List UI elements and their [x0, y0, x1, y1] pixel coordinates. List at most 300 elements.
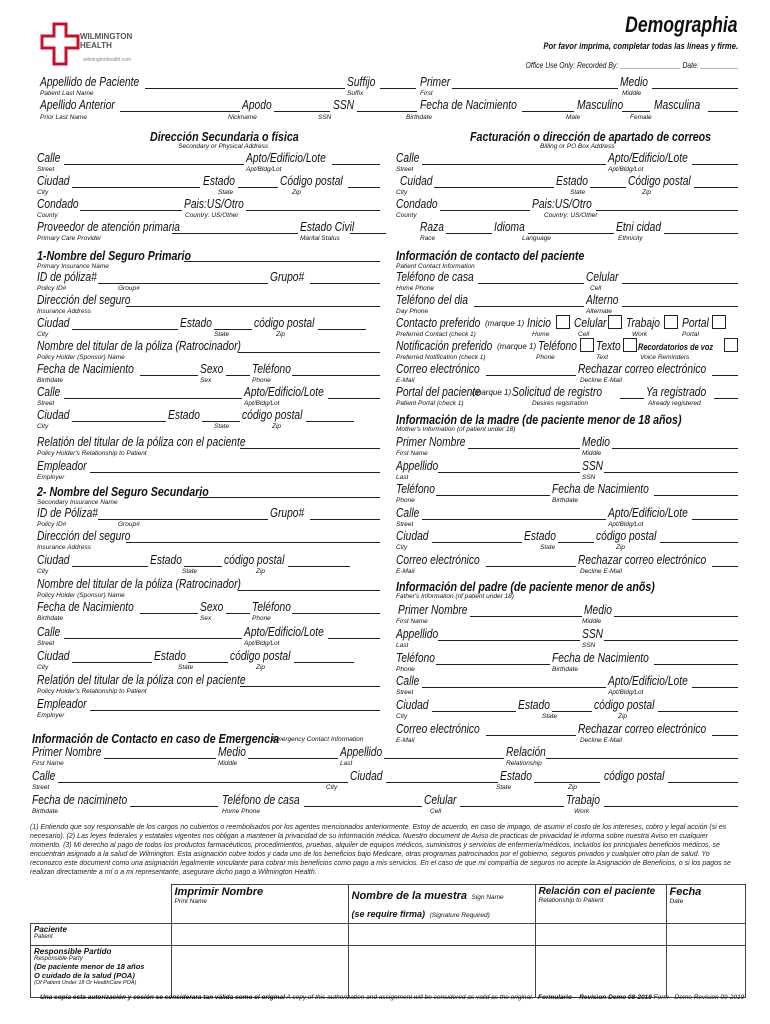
- label-em-primer: Primer Nombre: [32, 745, 102, 759]
- checkbox-inicio[interactable]: [556, 315, 570, 329]
- label-masculino: Masculino: [577, 98, 624, 112]
- field-correo[interactable]: [486, 375, 576, 376]
- label-em-codigo: código postal: [604, 769, 665, 783]
- label-mother-rechazar: Rechazar correo electrónico: [578, 553, 707, 567]
- sub-male: Male: [566, 114, 581, 121]
- sub-ins1-address: Insurance Address: [37, 308, 91, 315]
- label-codigo: Código postal: [280, 174, 343, 188]
- label-poa: O cuidado de la salud (POA): [34, 971, 135, 980]
- sub-city: City: [37, 189, 49, 196]
- label-texto: Texto: [596, 339, 621, 353]
- label-menor: (De paciente menor de 18 años: [34, 962, 145, 971]
- sub-marital: Marital Status: [300, 235, 340, 242]
- field-ins1-estado2[interactable]: [202, 421, 240, 422]
- field-masculino[interactable]: [622, 111, 650, 112]
- sub-bill-county: County: [396, 212, 417, 219]
- label-ins1-sexo: Sexo: [200, 362, 224, 376]
- field-fecha-nac[interactable]: [522, 111, 574, 112]
- label-ins2-ciudad: Ciudad: [37, 553, 70, 567]
- sub-notif-text: Text: [596, 354, 609, 361]
- sub-day: Day Phone: [396, 308, 429, 315]
- label-father-medio: Medio: [584, 603, 612, 617]
- sub-father-last: Last: [396, 642, 409, 649]
- field-em-relacion[interactable]: [546, 758, 738, 759]
- label-rechazar: Rechazar correo electrónico: [578, 362, 707, 376]
- sub-pref-work: Work: [632, 331, 648, 338]
- field-ins1-calle[interactable]: [64, 398, 242, 399]
- label-apodo: Apodo: [242, 98, 272, 112]
- sub-father-decline: Decline E-Mail: [580, 737, 622, 744]
- sub-father-apt: Apt/Bldg/Lot: [608, 689, 644, 696]
- label-mother-telefono: Teléfono: [396, 482, 435, 496]
- field-solicitud[interactable]: [620, 398, 644, 399]
- field-ins1-direccion[interactable]: [126, 306, 380, 307]
- label-notif-tel: Teléfono: [538, 339, 577, 353]
- page-title: Demographia: [625, 12, 738, 37]
- sub-ins1-state2: State: [214, 423, 230, 430]
- field-mother-ssn[interactable]: [604, 472, 738, 473]
- label-ins1-direccion: Dirección del seguro: [37, 293, 131, 307]
- sub-mother-city: City: [396, 544, 408, 551]
- sub-bill-zip: Zip: [642, 189, 652, 196]
- label-bill-codigo: Código postal: [628, 174, 691, 188]
- label-ins2-grupo: Grupo#: [270, 506, 305, 520]
- sub-ins2-state: State: [182, 568, 198, 575]
- field-bill-calle[interactable]: [422, 164, 606, 165]
- label-ins2-empleador: Empleador: [37, 697, 87, 711]
- sub-mother-phone: Phone: [396, 497, 415, 504]
- sub-ins2: Secondary Insurance Name: [37, 499, 118, 506]
- checkbox-celular[interactable]: [608, 315, 622, 329]
- sub-emergency: Emergency Contact Information: [272, 736, 364, 743]
- label-sig-fecha: Fecha: [669, 886, 702, 898]
- field-father-ciudad[interactable]: [432, 711, 516, 712]
- sub-ins1-city: City: [37, 331, 49, 338]
- label-em-trabajo: Trabajo: [566, 793, 601, 807]
- label-ins2-fecha: Fecha de Nacimiento: [37, 600, 134, 614]
- sub-notif-voice: Voice Reminders: [640, 354, 690, 361]
- footer-left: [40, 995, 533, 1002]
- field-bill-ciudad[interactable]: [434, 187, 554, 188]
- field-em-codigo[interactable]: [668, 782, 738, 783]
- field-mother-apto[interactable]: [692, 519, 738, 520]
- cell-fecha: [666, 885, 745, 924]
- field-tel-dia[interactable]: [474, 306, 584, 307]
- field-em-primer[interactable]: [104, 758, 216, 759]
- label-em-tel-casa: Teléfono de casa: [222, 793, 300, 807]
- field-medio[interactable]: [652, 88, 738, 89]
- label-em-estado: Estado: [500, 769, 532, 783]
- sub-ins2-city: City: [37, 568, 49, 575]
- field-father-appellido[interactable]: [438, 640, 580, 641]
- field-father-primer[interactable]: [470, 616, 582, 617]
- heading-emergency: Información de Contacto en caso de Emergencia: [32, 731, 280, 746]
- sub-mother-email: E-Mail: [396, 568, 415, 575]
- field-ins2-grupo[interactable]: [310, 519, 380, 520]
- field-father-calle[interactable]: [422, 687, 606, 688]
- field-apellido[interactable]: [145, 88, 345, 89]
- checkbox-voz[interactable]: [724, 338, 738, 352]
- sub-ins2-state2: State: [178, 664, 194, 671]
- field-ins1-codigo2[interactable]: [306, 421, 354, 422]
- label-cel: Celular: [574, 316, 607, 330]
- office-use: Office Use Only: Recorded By: ________________ Date: __________: [525, 61, 738, 70]
- sub-print: Print Name: [174, 898, 208, 905]
- label-mother-correo: Correo electrónico: [396, 553, 480, 567]
- label-ins1-estado2: Estado: [168, 408, 200, 422]
- field-ins2-apto[interactable]: [328, 638, 380, 639]
- label-bill-calle: Calle: [396, 151, 420, 165]
- field-calle[interactable]: [64, 164, 244, 165]
- sub-language: Language: [522, 235, 551, 242]
- field-em-estado[interactable]: [534, 782, 600, 783]
- field-father-correo[interactable]: [486, 735, 576, 736]
- field-ssn[interactable]: [357, 111, 417, 112]
- field-estado-civil[interactable]: [350, 233, 386, 234]
- sub-em-home: Home Phone: [222, 808, 260, 815]
- field-ins2-name[interactable]: [198, 497, 380, 498]
- checkbox-trabajo[interactable]: [664, 315, 678, 329]
- cell-relacion: [535, 885, 666, 924]
- label-father-apto: Apto/Edificio/Lote: [608, 674, 688, 688]
- field-print-patient[interactable]: [171, 924, 348, 946]
- sub-bill-street: Street: [396, 166, 414, 173]
- field-tel-casa[interactable]: [478, 283, 584, 284]
- field-codigo[interactable]: [348, 187, 380, 188]
- sub-em-work: Work: [574, 808, 590, 815]
- label-father-rechazar: Rechazar correo electrónico: [578, 722, 707, 736]
- field-ins2-ciudad[interactable]: [72, 566, 148, 567]
- field-date-patient[interactable]: [666, 924, 745, 946]
- label-solicitud: Solicitud de registro: [512, 385, 603, 399]
- field-em-ciudad[interactable]: [386, 782, 498, 783]
- field-rel-resp[interactable]: [535, 946, 666, 998]
- label-sufijo: Suffijo: [347, 75, 376, 89]
- label-father-correo: Correo electrónico: [396, 722, 480, 736]
- label-marque2: (marque 1): [497, 342, 537, 351]
- field-mother-primer[interactable]: [468, 448, 580, 449]
- field-ins1-ciudad[interactable]: [72, 329, 178, 330]
- field-mother-ciudad[interactable]: [432, 542, 522, 543]
- footer-right: [538, 995, 744, 1002]
- field-em-trabajo[interactable]: [604, 806, 738, 807]
- sub-father-first: First Name: [396, 618, 428, 625]
- label-calle: Calle: [37, 151, 61, 165]
- sub-resp-party: Responsible Party: [34, 956, 83, 962]
- field-ciudad[interactable]: [72, 187, 200, 188]
- field-mother-medio[interactable]: [612, 448, 738, 449]
- field-father-medio[interactable]: [614, 616, 738, 617]
- sub-sig-date: Date: [669, 898, 684, 905]
- field-ins2-calle[interactable]: [64, 638, 242, 639]
- heading-addr-bill: Facturación o dirección de apartado de correos: [470, 129, 712, 144]
- legal-text: (1) Entiendo que soy responsable de los cargos no cubiertos o reembolsados por los agentes mencionados anteriormente. Estoy de acuerdo, en caso de impago, de asumir el costo de los intereses, cobro y legal acción (si es necesario). (2) Las leyes federales y estatales vigentes nos obligan a mantener la privacidad de su información médica. Nuestro document de Aviso de practicas de privacidad le informa sobre nuestra Aviso en cualquier momento. (3) Mi derecho al pago de todos los productos farmacéuticos, procedimientos, pruebas, alquiler de equipos médicos, suministros y servicios de enfermería/médicos, incluidos los principales beneficios médicos, se encuentran asignado a la salud de Wilmington. Esta asignación cubre todos y cada uno de los beneficios bajo Medicare, otras programas patrocinados por el gobierno, seguros privados y cualquier otro plan de salud. Yo reconozco este document como una asignación legalmente vinculante para cobrar mis beneficios como pago a mis servicios. En el caso de que mi compañía de seguros no acepte la Asignación de Beneficios, o si los pagos se realizan directamente a mí o a mi representante, asegurare dicho pago a Wilmington Health.: [30, 824, 731, 876]
- field-ins1-ciudad2[interactable]: [72, 421, 166, 422]
- field-sign-resp[interactable]: [348, 946, 535, 998]
- sub-mother-last: Last: [396, 474, 409, 481]
- sub-suffix: Suffix: [347, 90, 364, 97]
- sub-em-street: Street: [32, 784, 50, 791]
- label-apto: Apto/Edificio/Lote: [246, 151, 326, 165]
- field-mother-rechazar[interactable]: [712, 566, 738, 567]
- label-notif: Notificación preferido: [396, 339, 493, 353]
- field-primer[interactable]: [452, 88, 618, 89]
- field-mother-fecha[interactable]: [654, 495, 738, 496]
- cell-responsable: [31, 946, 172, 998]
- label-correo: Correo electrónico: [396, 362, 480, 376]
- field-proveedor[interactable]: [172, 233, 298, 234]
- label-ins1-grupo: Grupo#: [270, 270, 305, 284]
- sub-addr-sec: Secondary or Physical Address: [178, 143, 269, 150]
- field-bill-pais[interactable]: [596, 210, 738, 211]
- field-em-calle[interactable]: [58, 782, 348, 783]
- sub-ins2-zip: Zip: [256, 568, 266, 575]
- label-tel-dia: Teléfono del dia: [396, 293, 469, 307]
- sub-ins2-street: Street: [37, 640, 55, 647]
- sub-mother-middle: Middle: [582, 450, 602, 457]
- label-ins2-sexo: Sexo: [200, 600, 224, 614]
- field-alterno[interactable]: [622, 306, 738, 307]
- field-sign-patient[interactable]: [348, 924, 535, 946]
- field-em-tel-casa[interactable]: [304, 806, 422, 807]
- field-ins1-titular[interactable]: [238, 352, 380, 353]
- sub-father-state: State: [542, 713, 558, 720]
- checkbox-telefono[interactable]: [580, 338, 594, 352]
- field-apto[interactable]: [332, 164, 380, 165]
- field-etnicidad[interactable]: [664, 233, 738, 234]
- label-mother-ssn: SSN: [582, 459, 604, 473]
- label-marque1: (marque 1): [485, 319, 525, 328]
- field-celular[interactable]: [622, 283, 738, 284]
- field-bill-apto[interactable]: [692, 164, 738, 165]
- label-mother-estado: Estado: [524, 529, 556, 543]
- field-ins2-codigo2[interactable]: [294, 662, 354, 663]
- sub-alternate: Alternate: [586, 308, 613, 315]
- label-father-appellido: Appellido: [396, 627, 439, 641]
- field-masculina[interactable]: [708, 111, 738, 112]
- sub-ins2-relationship: Policy Holder's Relationship to Patient: [37, 688, 147, 695]
- field-ins2-titular[interactable]: [238, 590, 380, 591]
- label-mother-appellido: Appellido: [396, 459, 439, 473]
- field-mother-calle[interactable]: [422, 519, 606, 520]
- sub-addr-bill: Billing or PO Box Address: [540, 143, 615, 150]
- sub-em-cell: Cell: [430, 808, 442, 815]
- field-em-celular[interactable]: [460, 806, 564, 807]
- label-primer: Primer: [420, 75, 451, 89]
- label-ins1-ciudad: Ciudad: [37, 316, 70, 330]
- field-condado[interactable]: [80, 210, 182, 211]
- logo: [40, 22, 150, 70]
- sub-ins2-zip2: Zip: [256, 664, 266, 671]
- checkbox-texto[interactable]: [623, 338, 637, 352]
- field-rel-patient[interactable]: [535, 924, 666, 946]
- field-father-ssn[interactable]: [604, 640, 738, 641]
- label-paciente: Paciente: [34, 925, 67, 934]
- field-ins1-empleador[interactable]: [90, 472, 380, 473]
- label-celular: Celular: [586, 270, 619, 284]
- field-ins1-fecha[interactable]: [140, 375, 198, 376]
- sub-father: Father's Information (of patient under 18): [396, 593, 514, 600]
- label-ins1-codigo2: código postal: [242, 408, 303, 422]
- label-ins2-apto: Apto/Edificio/Lote: [244, 625, 324, 639]
- label-mother-primer: Primer Nombre: [396, 435, 466, 449]
- label-ins2-estado2: Estado: [154, 649, 186, 663]
- sub-notif: Preferred Notification (check 1): [396, 354, 486, 361]
- field-ins2-empleador[interactable]: [90, 710, 380, 711]
- label-se-requiere: (se require firma): [351, 909, 426, 919]
- label-mother-apto: Apto/Edificio/Lote: [608, 506, 688, 520]
- label-ins2-ciudad2: Ciudad: [37, 649, 70, 663]
- field-father-fecha[interactable]: [654, 664, 738, 665]
- heading-addr-sec: Dirección Secundaria o física: [150, 129, 299, 144]
- label-ins2-relacion: Relatión del titular de la póliza con el paciente: [37, 673, 246, 687]
- field-apodo[interactable]: [274, 111, 330, 112]
- field-father-telefono[interactable]: [436, 664, 550, 665]
- sub-birthdate: Birthdate: [406, 114, 433, 121]
- checkbox-portal[interactable]: [712, 315, 726, 329]
- field-ins2-id[interactable]: [98, 519, 268, 520]
- sub-bill-city: City: [396, 189, 408, 196]
- field-ins1-codigo[interactable]: [318, 329, 366, 330]
- sub-mother-zip: Zip: [616, 544, 626, 551]
- field-apellido-anterior[interactable]: [120, 111, 240, 112]
- field-ins2-fecha[interactable]: [140, 613, 198, 614]
- sub-desires: Desires registration: [532, 400, 588, 407]
- field-bill-estado[interactable]: [590, 187, 626, 188]
- field-father-codigo[interactable]: [658, 711, 738, 712]
- field-ins2-ciudad2[interactable]: [72, 662, 152, 663]
- sub-ins2-address: Insurance Address: [37, 544, 91, 551]
- field-ins1-sexo[interactable]: [226, 375, 250, 376]
- heading-mother: Información de la madre (de paciente menor de 18 años): [396, 412, 682, 427]
- field-mother-appellido[interactable]: [438, 472, 580, 473]
- field-mother-codigo[interactable]: [660, 542, 738, 543]
- field-ins2-sexo[interactable]: [226, 613, 250, 614]
- sub-ins1-birthdate: Birthdate: [37, 377, 64, 384]
- sub-female: Female: [630, 114, 652, 121]
- label-estado-civil: Estado Civil: [300, 220, 355, 234]
- label-ciudad: Ciudad: [37, 174, 70, 188]
- heading-contact: Información de contacto del paciente: [396, 248, 585, 263]
- field-mother-correo[interactable]: [486, 566, 576, 567]
- field-mother-estado[interactable]: [558, 542, 594, 543]
- sub-ssn: SSN: [318, 114, 332, 121]
- sub-state: State: [218, 189, 234, 196]
- field-ins1-id[interactable]: [98, 283, 268, 284]
- label-proveedor: Proveedor de atención primaria: [37, 220, 181, 234]
- field-em-appellido[interactable]: [384, 758, 504, 759]
- sub-ins2-phone: Phone: [252, 615, 271, 622]
- field-ins2-relacion[interactable]: [240, 686, 380, 687]
- sub-ins2-group: Group#: [118, 521, 140, 528]
- label-em-fecha: Fecha de nacimineto: [32, 793, 128, 807]
- logo-cross-icon: [40, 22, 80, 66]
- sub-ins1-state: State: [214, 331, 230, 338]
- field-ins1-apto[interactable]: [328, 398, 380, 399]
- label-sig-relacion: Relación con el paciente: [538, 886, 656, 897]
- label-em-appellido: Appellido: [340, 745, 383, 759]
- sub-sig-req: (Signature Required): [429, 912, 490, 919]
- field-raza[interactable]: [446, 233, 492, 234]
- field-date-resp[interactable]: [666, 946, 745, 998]
- field-estado[interactable]: [238, 187, 278, 188]
- sub-pref-portal: Portal: [682, 331, 699, 338]
- label-bill-condado: Condado: [396, 197, 438, 211]
- label-father-fecha: Fecha de Nacimiento: [552, 651, 649, 665]
- field-ins2-estado[interactable]: [184, 566, 222, 567]
- field-ins1-estado[interactable]: [214, 329, 252, 330]
- sub-pref: Preferred Contact (check 1): [396, 331, 476, 338]
- sub-ethnicity: Ethnicity: [618, 235, 643, 242]
- label-responsable: Responsible Partido: [34, 947, 112, 956]
- label-em-celular: Celular: [424, 793, 457, 807]
- label-etnicidad: Etni cidad: [616, 220, 662, 234]
- sub-ins1-holder: Policy Holder (Sponsor) Name: [37, 354, 125, 361]
- sub-father-street: Street: [396, 689, 414, 696]
- field-ya-registrado[interactable]: [714, 398, 738, 399]
- field-ins1-telefono[interactable]: [292, 375, 380, 376]
- sub-pref-home: Home: [532, 331, 550, 338]
- field-ins2-direccion[interactable]: [126, 542, 380, 543]
- sub-race: Race: [420, 235, 436, 242]
- field-ins2-telefono[interactable]: [292, 613, 380, 614]
- label-raza: Raza: [420, 220, 444, 234]
- label-father-codigo: código postal: [594, 698, 655, 712]
- sub-ins1-policy: Policy ID#: [37, 285, 67, 292]
- field-pais[interactable]: [246, 210, 380, 211]
- field-em-medio[interactable]: [248, 758, 338, 759]
- sub-father-city: City: [396, 713, 408, 720]
- sub-ins1-street: Street: [37, 400, 55, 407]
- field-em-fecha[interactable]: [130, 806, 218, 807]
- label-ins2-codigo2: código postal: [230, 649, 291, 663]
- field-father-apto[interactable]: [692, 687, 738, 688]
- logo-text: WILMINGTON HEALTH: [80, 32, 133, 50]
- footer-right-en: Form - Demo Revision 09-2019: [653, 994, 745, 1001]
- label-recordatorios: Recordatorios de voz: [638, 342, 714, 352]
- field-ins2-estado2[interactable]: [188, 662, 228, 663]
- field-father-estado[interactable]: [552, 711, 592, 712]
- field-rechazar[interactable]: [712, 375, 738, 376]
- field-ins1-relacion[interactable]: [240, 448, 380, 449]
- sub-mother-ssn: SSN: [582, 474, 596, 481]
- field-ins1-grupo[interactable]: [310, 283, 380, 284]
- sub-mother-decline: Decline E-Mail: [580, 568, 622, 575]
- sub-ins1-city2: City: [37, 423, 49, 430]
- sub-mother-birthdate: Birthdate: [552, 497, 579, 504]
- field-ins2-codigo[interactable]: [288, 566, 350, 567]
- sub-mother-apt: Apt/Bldg/Lot: [608, 521, 644, 528]
- sub-ins2-birthdate: Birthdate: [37, 615, 64, 622]
- sub-cell: Cell: [590, 285, 602, 292]
- field-ins1-name[interactable]: [184, 261, 380, 262]
- field-idioma[interactable]: [528, 233, 614, 234]
- label-ssn: SSN: [333, 98, 355, 112]
- label-ya-registrado: Ya registrado: [646, 385, 707, 399]
- field-print-resp[interactable]: [171, 946, 348, 998]
- sub-father-ssn: SSN: [582, 642, 596, 649]
- heading-ins1: 1-Nombre del Seguro Primario: [37, 248, 192, 263]
- label-bill-estado: Estado: [556, 174, 588, 188]
- field-father-rechazar[interactable]: [712, 735, 738, 736]
- field-sufijo[interactable]: [380, 88, 416, 89]
- sub-contact: Patient Contact Information: [396, 263, 475, 270]
- field-mother-telefono[interactable]: [436, 495, 550, 496]
- field-bill-condado[interactable]: [440, 210, 530, 211]
- field-bill-codigo[interactable]: [694, 187, 738, 188]
- sub-first: First: [420, 90, 433, 97]
- sub-apt: Apt/Bldg/Lot: [246, 166, 282, 173]
